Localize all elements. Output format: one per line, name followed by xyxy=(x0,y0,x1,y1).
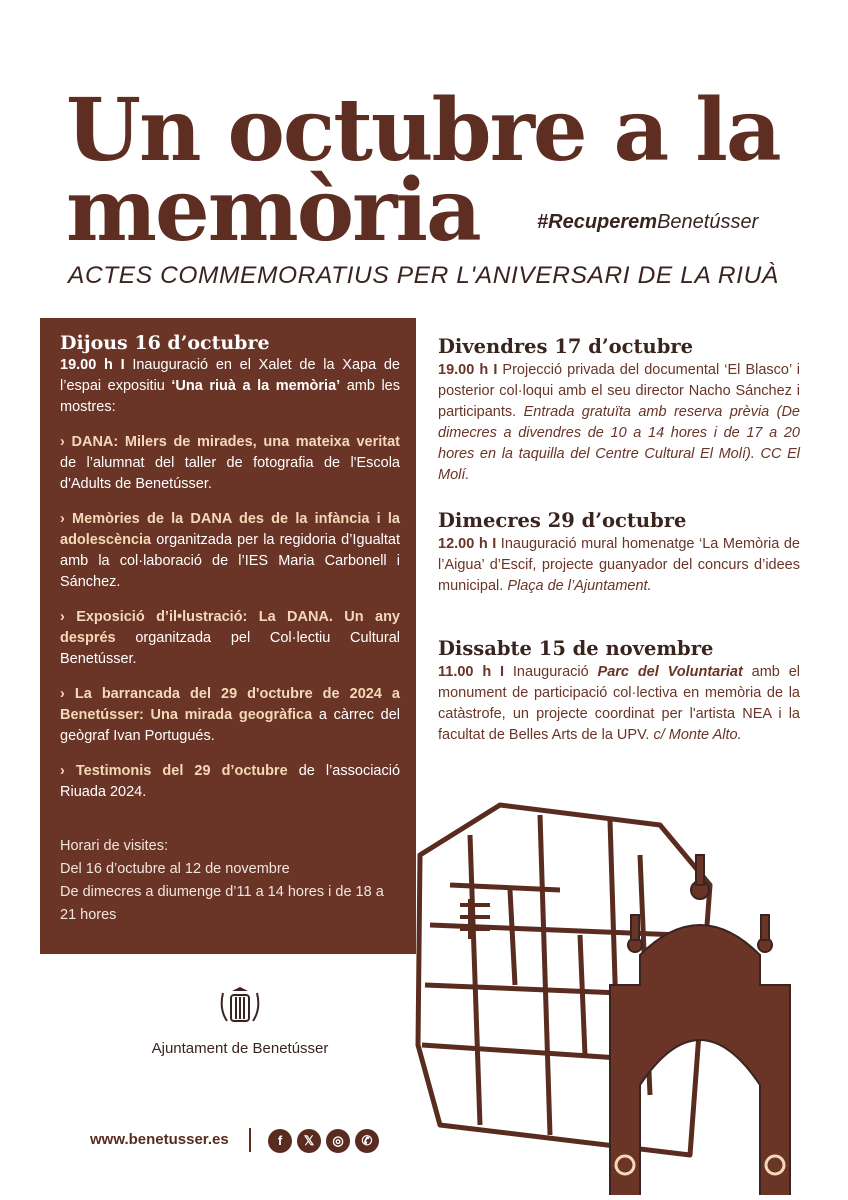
item-text: a càrrec del geògraf Ivan Portugués. xyxy=(60,706,400,744)
event-desc: Inauguració mural homenatge ‘La Memòria de l’Aigua’ d’Escif, projecte guanyador del concurs d’idees municipal. xyxy=(438,536,800,595)
list-item xyxy=(60,761,400,803)
item-text: organitzada per la regidoria d’Igualtat amb la col·laboració de l’IES Maria Carbonell i Sánchez. xyxy=(60,531,400,590)
event-day: Dimecres 29 d’octubre xyxy=(438,509,687,532)
page-title-line-2: memòria xyxy=(66,160,480,261)
logo-name: Ajuntament de Benetússer xyxy=(151,1040,329,1057)
event-block xyxy=(438,637,800,746)
day-heading: Dijous 16 d’octubre xyxy=(60,332,270,354)
item-text: organitzada pel Col·lectiu Cultural Benetússer. xyxy=(60,629,400,667)
item-text: de l’associació Riuada 2024. xyxy=(60,762,401,800)
item-highlight: › Exposició d’il•lustració: La DANA. Un any després xyxy=(60,608,400,646)
event-note: Entrada gratuïta amb reserva prèvia (De dimecres a divendres de 10 a 14 hores i de 17 a 20 hores en la taquilla del Centre Cultural El Molí). CC El Molí. xyxy=(438,404,800,484)
subtitle: ACTES COMMEMORATIUS PER L'ANIVERSARI DE LA RIUÀ xyxy=(68,262,779,289)
event-text xyxy=(438,360,800,486)
hours-dates: Del 16 d’octubre al 12 de novembre xyxy=(60,860,290,877)
item-highlight: › DANA: Milers de mirades, una mateixa veritat xyxy=(60,433,400,450)
intro-body: Inauguració en el Xalet de la Xapa de l’espai expositiu xyxy=(60,356,400,394)
hashtag-rest: Benetússer xyxy=(657,211,759,233)
website-link[interactable]: www.benetusser.es xyxy=(90,1131,229,1148)
coat-of-arms-icon xyxy=(217,985,263,1029)
instagram-icon[interactable]: ◎ xyxy=(326,1129,350,1153)
ajuntament-logo xyxy=(145,985,335,1057)
event-venue-name: Parc del Voluntariat xyxy=(597,664,743,681)
hashtag xyxy=(537,211,758,234)
event-block xyxy=(438,335,800,486)
intro-text xyxy=(60,355,400,418)
left-panel xyxy=(40,318,416,954)
item-highlight: › Testimonis del 29 d’octubre xyxy=(60,762,288,779)
event-time: 12.00 h I xyxy=(438,536,497,553)
list-item xyxy=(60,684,400,747)
intro-title: ‘Una riuà a la memòria’ xyxy=(171,377,341,394)
intro-end: amb les mostres: xyxy=(60,377,400,415)
event-day: Dissabte 15 de novembre xyxy=(438,637,714,660)
hours-times: De dimecres a diumenge d’11 a 14 hores i de 18 a 21 hores xyxy=(60,883,384,923)
visiting-hours xyxy=(60,835,400,927)
event-note: Plaça de l’Ajuntament. xyxy=(507,578,652,595)
facebook-icon[interactable]: f xyxy=(268,1129,292,1153)
event-desc: Projecció privada del documental ‘El Blasco’ i posterior col·loqui amb el seu director Nacho Sánchez i participants. xyxy=(438,362,800,421)
event-time: 19.00 h I xyxy=(438,362,498,379)
event-desc: Inauguració xyxy=(504,664,598,681)
map-arch-illustration xyxy=(410,795,830,1195)
footer-divider xyxy=(249,1128,251,1152)
item-highlight: › Memòries de la DANA des de la infància i la adolescència xyxy=(60,510,400,548)
hours-label: Horari de visites: xyxy=(60,837,168,854)
list-item xyxy=(60,509,400,593)
page-title-line-1: Un octubre a la xyxy=(66,80,780,181)
event-block xyxy=(438,509,800,597)
event-desc-2: amb el monument de participació col·lectiva en memòria de la catàstrofe, un projecte coordinat per l'artista NEA i la facultat de Belles Arts de la UPV. xyxy=(438,664,800,744)
item-highlight: › La barrancada del 29 d'octubre de 2024 a Benetússer: Una mirada geogràfica xyxy=(60,685,400,723)
item-text: de l’alumnat del taller de fotografia de l'Escola d'Adults de Benetússer. xyxy=(60,454,400,492)
list-item xyxy=(60,432,400,495)
intro-time: 19.00 h I xyxy=(60,356,125,373)
event-text xyxy=(438,662,800,746)
hashtag-bold: #Recuperem xyxy=(537,211,658,233)
list-item xyxy=(60,607,400,670)
x-icon[interactable]: 𝕏 xyxy=(297,1129,321,1153)
event-note: c/ Monte Alto. xyxy=(653,727,742,744)
event-time: 11.00 h I xyxy=(438,664,505,681)
event-text xyxy=(438,534,800,597)
event-day: Divendres 17 d’octubre xyxy=(438,335,694,358)
whatsapp-icon[interactable]: ✆ xyxy=(355,1129,379,1153)
